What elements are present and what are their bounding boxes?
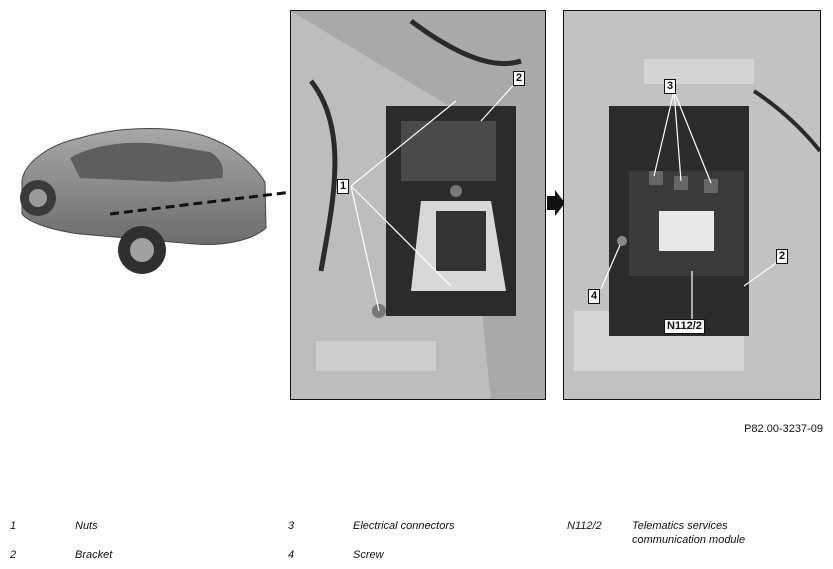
callout-4: 4 [588,289,600,304]
legend-key-2: 2 [10,549,17,561]
electrical-connector [649,171,663,185]
electrical-connector [704,179,718,193]
callout-2: 2 [513,71,525,86]
legend-text-nuts: Nuts [75,520,98,532]
legend-key-3: 3 [288,520,295,532]
legend-key-n112-2: N112/2 [567,520,602,532]
legend-text-electrical-connectors: Electrical connectors [353,520,455,532]
removal-photo-1 [290,10,546,400]
legend-key-4: 4 [288,549,295,561]
callout-1: 1 [337,179,349,194]
screw [617,236,627,246]
photo-2-illustration [564,11,820,399]
removal-photo-2 [563,10,821,400]
legend-key-1: 1 [10,520,17,532]
legend-text-telematics-module: Telematics services communication module [632,520,746,546]
photo-1-illustration [291,11,545,399]
legend-text-bracket: Bracket [75,549,113,561]
callout-n112-2: N112/2 [664,319,705,334]
figure-reference-code: P82.00-3237-09 [744,423,823,435]
callout-3: 3 [664,79,676,94]
nut [450,185,462,197]
vehicle-overview-illustration [10,118,295,278]
legend-text-screw: Screw [353,549,384,561]
callout-2: 2 [776,249,788,264]
